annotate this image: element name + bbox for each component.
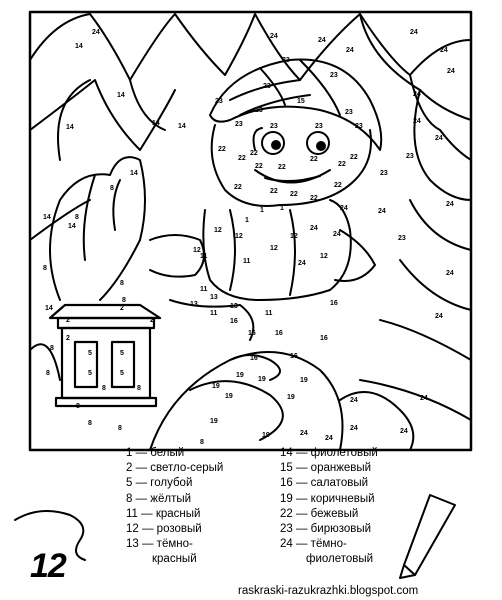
svg-text:14: 14 — [68, 223, 76, 230]
svg-text:8: 8 — [200, 439, 204, 446]
svg-text:24: 24 — [378, 208, 386, 215]
svg-text:24: 24 — [435, 135, 443, 142]
svg-text:15: 15 — [297, 98, 305, 105]
svg-text:16: 16 — [230, 318, 238, 325]
svg-text:16: 16 — [330, 300, 338, 307]
svg-text:16: 16 — [250, 355, 258, 362]
legend-item: 8 — жёлтый — [126, 492, 192, 505]
svg-text:5: 5 — [120, 370, 124, 377]
svg-text:12: 12 — [270, 245, 278, 252]
svg-text:12: 12 — [193, 247, 201, 254]
svg-text:8: 8 — [46, 370, 50, 377]
svg-text:22: 22 — [255, 163, 263, 170]
svg-text:2: 2 — [120, 305, 124, 312]
svg-text:14: 14 — [152, 120, 160, 127]
svg-text:22: 22 — [250, 150, 258, 157]
svg-text:23: 23 — [406, 153, 414, 160]
svg-text:24: 24 — [435, 313, 443, 320]
svg-text:22: 22 — [334, 182, 342, 189]
svg-text:22: 22 — [310, 156, 318, 163]
svg-text:13: 13 — [230, 303, 238, 310]
svg-text:24: 24 — [325, 435, 333, 442]
svg-text:2: 2 — [66, 335, 70, 342]
svg-text:8: 8 — [43, 265, 47, 272]
site-url: raskraski-razukrazhki.blogspot.com — [238, 585, 419, 597]
svg-text:23: 23 — [398, 235, 406, 242]
svg-text:8: 8 — [75, 214, 79, 221]
legend-item: красный — [152, 553, 197, 566]
legend-item: 12 — розовый — [126, 523, 202, 536]
legend-item: 15 — оранжевый — [280, 462, 372, 475]
svg-text:22: 22 — [290, 191, 298, 198]
svg-text:24: 24 — [298, 260, 306, 267]
legend-item: 14 — фиолетовый — [280, 447, 378, 459]
svg-text:24: 24 — [350, 425, 358, 432]
hat-outline — [210, 60, 381, 151]
svg-text:1: 1 — [245, 217, 249, 224]
svg-text:22: 22 — [310, 195, 318, 202]
legend-item: 1 — белый — [126, 447, 185, 459]
svg-text:13: 13 — [190, 301, 198, 308]
svg-text:8: 8 — [137, 385, 141, 392]
svg-text:11: 11 — [265, 310, 273, 317]
svg-text:24: 24 — [400, 428, 408, 435]
svg-text:16: 16 — [275, 330, 283, 337]
svg-text:22: 22 — [350, 154, 358, 161]
svg-text:8: 8 — [122, 297, 126, 304]
svg-text:23: 23 — [345, 109, 353, 116]
svg-text:12: 12 — [214, 227, 222, 234]
svg-text:23: 23 — [215, 98, 223, 105]
svg-text:23: 23 — [315, 123, 323, 130]
legend-item: 5 — голубой — [126, 477, 193, 490]
svg-text:24: 24 — [92, 29, 100, 36]
svg-text:8: 8 — [50, 345, 54, 352]
svg-text:23: 23 — [282, 57, 290, 64]
svg-text:12: 12 — [320, 253, 328, 260]
svg-text:14: 14 — [117, 92, 125, 99]
svg-text:22: 22 — [338, 161, 346, 168]
legend-item: 19 — коричневый — [280, 492, 375, 505]
svg-text:14: 14 — [178, 123, 186, 130]
svg-text:12: 12 — [290, 233, 298, 240]
svg-text:16: 16 — [320, 335, 328, 342]
svg-text:19: 19 — [258, 376, 266, 383]
body-outline — [150, 200, 375, 340]
svg-text:23: 23 — [270, 123, 278, 130]
color-legend-left — [126, 446, 223, 568]
svg-text:11: 11 — [200, 253, 208, 260]
svg-text:2: 2 — [150, 317, 154, 324]
svg-text:19: 19 — [225, 393, 233, 400]
svg-text:1: 1 — [260, 207, 264, 214]
svg-text:23: 23 — [355, 123, 363, 130]
legend-item: фиолетовый — [306, 553, 374, 566]
svg-text:19: 19 — [212, 383, 220, 390]
svg-text:11: 11 — [200, 286, 208, 293]
svg-text:14: 14 — [45, 305, 53, 312]
svg-text:13: 13 — [210, 294, 218, 301]
svg-text:22: 22 — [278, 164, 286, 171]
svg-text:24: 24 — [310, 225, 318, 232]
svg-text:14: 14 — [130, 170, 138, 177]
svg-text:2: 2 — [66, 317, 70, 324]
svg-text:24: 24 — [350, 397, 358, 404]
svg-text:14: 14 — [43, 214, 51, 221]
svg-text:8: 8 — [110, 185, 114, 192]
svg-text:22: 22 — [238, 155, 246, 162]
legend-item: 11 — красный — [126, 507, 201, 520]
svg-text:24: 24 — [300, 430, 308, 437]
legend-item: 24 — тёмно- — [280, 538, 347, 551]
svg-text:24: 24 — [446, 270, 454, 277]
legend-item: 13 — тёмно- — [126, 538, 193, 551]
svg-text:8: 8 — [118, 425, 122, 432]
legend-item: 2 — светло-серый — [126, 462, 224, 475]
svg-text:24: 24 — [420, 395, 428, 402]
svg-text:14: 14 — [75, 43, 83, 50]
svg-text:19: 19 — [287, 394, 295, 401]
page-number: 12 — [30, 547, 66, 585]
svg-text:19: 19 — [236, 372, 244, 379]
svg-text:23: 23 — [263, 83, 271, 90]
svg-text:24: 24 — [333, 231, 341, 238]
legend-item: 22 — бежевый — [280, 507, 359, 520]
svg-text:23: 23 — [330, 72, 338, 79]
svg-text:14: 14 — [66, 124, 74, 131]
svg-text:23: 23 — [380, 170, 388, 177]
svg-text:5: 5 — [88, 350, 92, 357]
svg-text:24: 24 — [447, 68, 455, 75]
svg-text:5: 5 — [120, 350, 124, 357]
svg-text:8: 8 — [102, 385, 106, 392]
svg-text:24: 24 — [346, 47, 354, 54]
svg-text:23: 23 — [235, 121, 243, 128]
svg-text:24: 24 — [440, 47, 448, 54]
svg-text:16: 16 — [290, 353, 298, 360]
pencil-icon — [400, 495, 455, 578]
svg-text:24: 24 — [413, 91, 421, 98]
svg-text:11: 11 — [243, 258, 251, 265]
svg-text:24: 24 — [270, 33, 278, 40]
legend-item: 23 — бирюзовый — [280, 523, 372, 536]
svg-text:19: 19 — [210, 418, 218, 425]
svg-text:24: 24 — [340, 205, 348, 212]
svg-text:8: 8 — [76, 403, 80, 410]
svg-text:24: 24 — [410, 29, 418, 36]
color-legend-right — [280, 446, 378, 568]
svg-text:22: 22 — [218, 146, 226, 153]
svg-text:8: 8 — [88, 420, 92, 427]
svg-text:24: 24 — [446, 201, 454, 208]
legend-item: 16 — салатовый — [280, 477, 369, 490]
svg-text:12: 12 — [235, 233, 243, 240]
svg-text:1: 1 — [280, 205, 284, 212]
svg-text:22: 22 — [270, 188, 278, 195]
svg-text:19: 19 — [262, 432, 270, 439]
tree-outline — [50, 157, 145, 300]
svg-text:22: 22 — [234, 184, 242, 191]
svg-text:5: 5 — [88, 370, 92, 377]
svg-text:19: 19 — [300, 377, 308, 384]
svg-text:24: 24 — [413, 118, 421, 125]
svg-text:8: 8 — [120, 280, 124, 287]
svg-text:23: 23 — [255, 107, 263, 114]
svg-text:24: 24 — [318, 37, 326, 44]
svg-text:11: 11 — [210, 310, 218, 317]
svg-text:16: 16 — [248, 330, 256, 337]
